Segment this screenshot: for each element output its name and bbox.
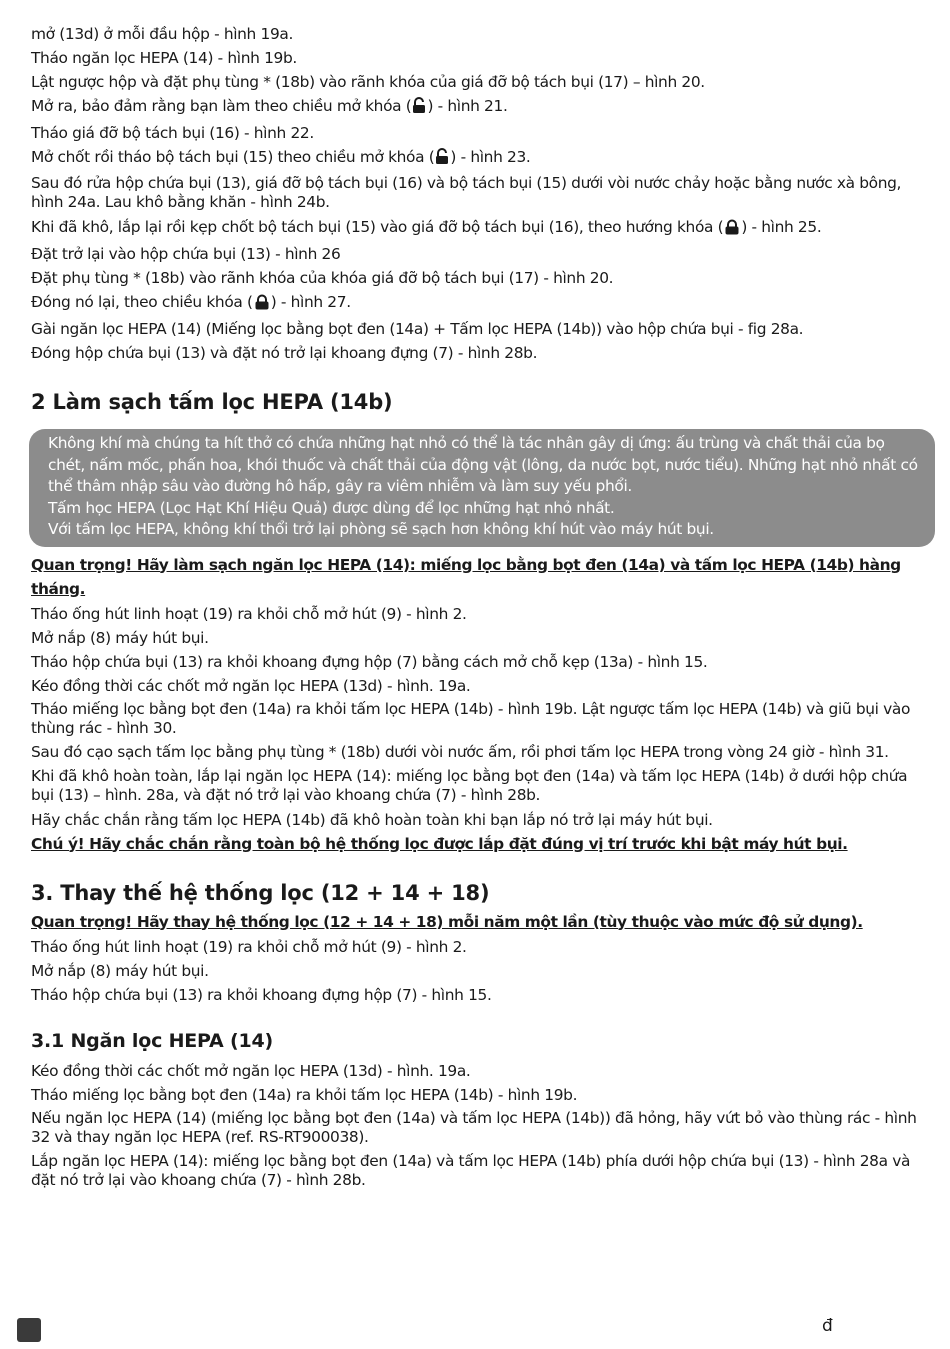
step-line: Mở nắp (8) máy hút bụi. <box>31 961 209 980</box>
page-corner-mark <box>17 1318 41 1342</box>
unlock-icon <box>435 148 449 172</box>
step-paragraph: Sau đó cạo sạch tấm lọc bằng phụ tùng * (18b) dưới vòi nước ấm, rồi phơi tấm lọc HEPA trong vòng 24 giờ - hình 31. <box>31 742 889 761</box>
text-paragraph: Sau đó rửa hộp chứa bụi (13), giá đỡ bộ tách bụi (16) và bộ tách bụi (15) dưới vòi nước chảy hoặc bằng nước xà bông, hình 24a. Lau khô bằng khăn - hình 24b. <box>31 174 902 211</box>
open-latch-instruction: Mở chốt rồi tháo bộ tách bụi (15) theo chiều mở khóa ( ) - hình 23. <box>31 145 921 172</box>
step-line: Tháo ống hút linh hoạt (19) ra khỏi chỗ mở hút (9) - hình 2. <box>31 937 467 956</box>
step-line: Hãy chắc chắn rằng tấm lọc HEPA (14b) đã khô hoàn toàn khi bạn lắp nó trở lại máy hút bụi. <box>31 810 713 829</box>
text-line: Tháo ngăn lọc HEPA (14) - hình 19b. <box>31 49 297 67</box>
step-line: Tháo hộp chứa bụi (13) ra khỏi khoang đựng hộp (7) - hình 15. <box>31 985 492 1004</box>
unlock-icon <box>412 97 426 121</box>
step-paragraph: Lắp ngăn lọc HEPA (14): miếng lọc bằng bọt đen (14a) và tấm lọc HEPA (14b) phía dưới hộp chứa bụi (13) - hình 28a và đặt nó trở lại vào khoang chứa (7) - hình 28b. <box>31 1151 911 1189</box>
info-text: Với tấm lọc HEPA, không khí thổi trở lại phòng sẽ sạch hơn không khí hút vào máy hút bụi. <box>48 520 714 538</box>
info-text: Tấm học HEPA (Lọc Hạt Khí Hiệu Quả) được dùng để lọc những hạt nhỏ nhất. <box>48 498 615 517</box>
text-line: Đóng hộp chứa bụi (13) và đặt nó trở lại khoang đựng (7) - hình 28b. <box>31 344 538 362</box>
subsection-title: 3.1 Ngăn lọc HEPA (14) <box>31 1029 273 1052</box>
close-instruction: Đóng nó lại, theo chiều khóa ( ) - hình 27. <box>31 290 921 317</box>
step-line: Kéo đồng thời các chốt mở ngăn lọc HEPA (13d) - hình. 19a. <box>31 676 471 695</box>
important-notice: Quan trọng! Hãy làm sạch ngăn lọc HEPA (14): miếng lọc bằng bọt đen (14a) và tấm lọc HEPA (14b) hàng tháng. <box>31 555 901 598</box>
open-instruction: Mở ra, bảo đảm rằng bạn làm theo chiều mở khóa ( ) - hình 21. <box>31 94 921 121</box>
text-line: Lật ngược hộp và đặt phụ tùng * (18b) vào rãnh khóa của giá đỡ bộ tách bụi (17) – hình 20. <box>31 73 705 91</box>
dry-instruction: Khi đã khô, lắp lại rồi kẹp chốt bộ tách bụi (15) vào giá đỡ bộ tách bụi (16), theo hướng khóa ( ) - hình 25. <box>31 215 921 242</box>
step-line: Tháo hộp chứa bụi (13) ra khỏi khoang đựng hộp (7) bằng cách mở chỗ kẹp (13a) - hình 15. <box>31 652 708 671</box>
section-title: 2 Làm sạch tấm lọc HEPA (14b) <box>31 390 393 414</box>
text-line: Gài ngăn lọc HEPA (14) (Miếng lọc bằng bọt đen (14a) + Tấm lọc HEPA (14b)) vào hộp chứa bụi - fig 28a. <box>31 320 804 338</box>
step-line: Kéo đồng thời các chốt mở ngăn lọc HEPA (13d) - hình. 19a. <box>31 1061 471 1080</box>
lock-icon <box>254 293 270 317</box>
step-paragraph: Khi đã khô hoàn toàn, lắp lại ngăn lọc HEPA (14): miếng lọc bằng bọt đen (14a) và tấm lọc HEPA (14b) ở dưới hộp chứa bụi (13) – hình. 28a, và đặt nó trở lại vào khoang chứa (7) - hình 28b. <box>31 766 908 804</box>
step-line: Mở nắp (8) máy hút bụi. <box>31 628 209 647</box>
step-line: Tháo ống hút linh hoạt (19) ra khỏi chỗ mở hút (9) - hình 2. <box>31 604 467 623</box>
info-text: Không khí mà chúng ta hít thở có chứa những hạt nhỏ có thể là tác nhân gây dị ứng: ấu trùng và chất thải của bọ chét, nấm mốc, phấn hoa, khói thuốc và chất thải của động vật (lông, da nước bọt, nước tiểu). Những hạt nhỏ nhất có thể thâm nhập sâu vào đường hô hấp, gây ra viêm nhiễm và làm suy yếu phổi. <box>48 434 918 495</box>
text-line: Tháo giá đỡ bộ tách bụi (16) - hình 22. <box>31 124 314 142</box>
page-mark: đ <box>822 1316 833 1336</box>
important-notice: Quan trọng! Hãy thay hệ thống lọc (12 + 14 + 18) mỗi năm một lần (tùy thuộc vào mức độ sử dụng). <box>31 912 863 931</box>
text-line: Đặt trở lại vào hộp chứa bụi (13) - hình 26 <box>31 245 341 263</box>
section-title: 3. Thay thế hệ thống lọc (12 + 14 + 18) <box>31 880 490 905</box>
text-line: mở (13d) ở mỗi đầu hộp - hình 19a. <box>31 25 294 43</box>
text-line: Đặt phụ tùng * (18b) vào rãnh khóa của khóa giá đỡ bộ tách bụi (17) - hình 20. <box>31 269 614 287</box>
lock-icon <box>724 218 740 242</box>
step-paragraph: Tháo miếng lọc bằng bọt đen (14a) ra khỏi tấm lọc HEPA (14b) - hình 19b. Lật ngược tấm lọc HEPA (14b) và giũ bụi vào thùng rác - hình 30. <box>31 699 911 737</box>
step-paragraph: Nếu ngăn lọc HEPA (14) (miếng lọc bằng bọt đen (14a) và tấm lọc HEPA (14b)) đã hỏng, hãy vứt bỏ vào thùng rác - hình 32 và thay ngăn lọc HEPA (ref. RS-RT900038). <box>31 1108 917 1146</box>
document-page <box>31 22 921 1193</box>
step-line: Tháo miếng lọc bằng bọt đen (14a) ra khỏi tấm lọc HEPA (14b) - hình 19b. <box>31 1085 578 1104</box>
warning-notice: Chú ý! Hãy chắc chắn rằng toàn bộ hệ thống lọc được lắp đặt đúng vị trí trước khi bật máy hút bụi. <box>31 834 848 853</box>
info-box <box>29 429 935 547</box>
